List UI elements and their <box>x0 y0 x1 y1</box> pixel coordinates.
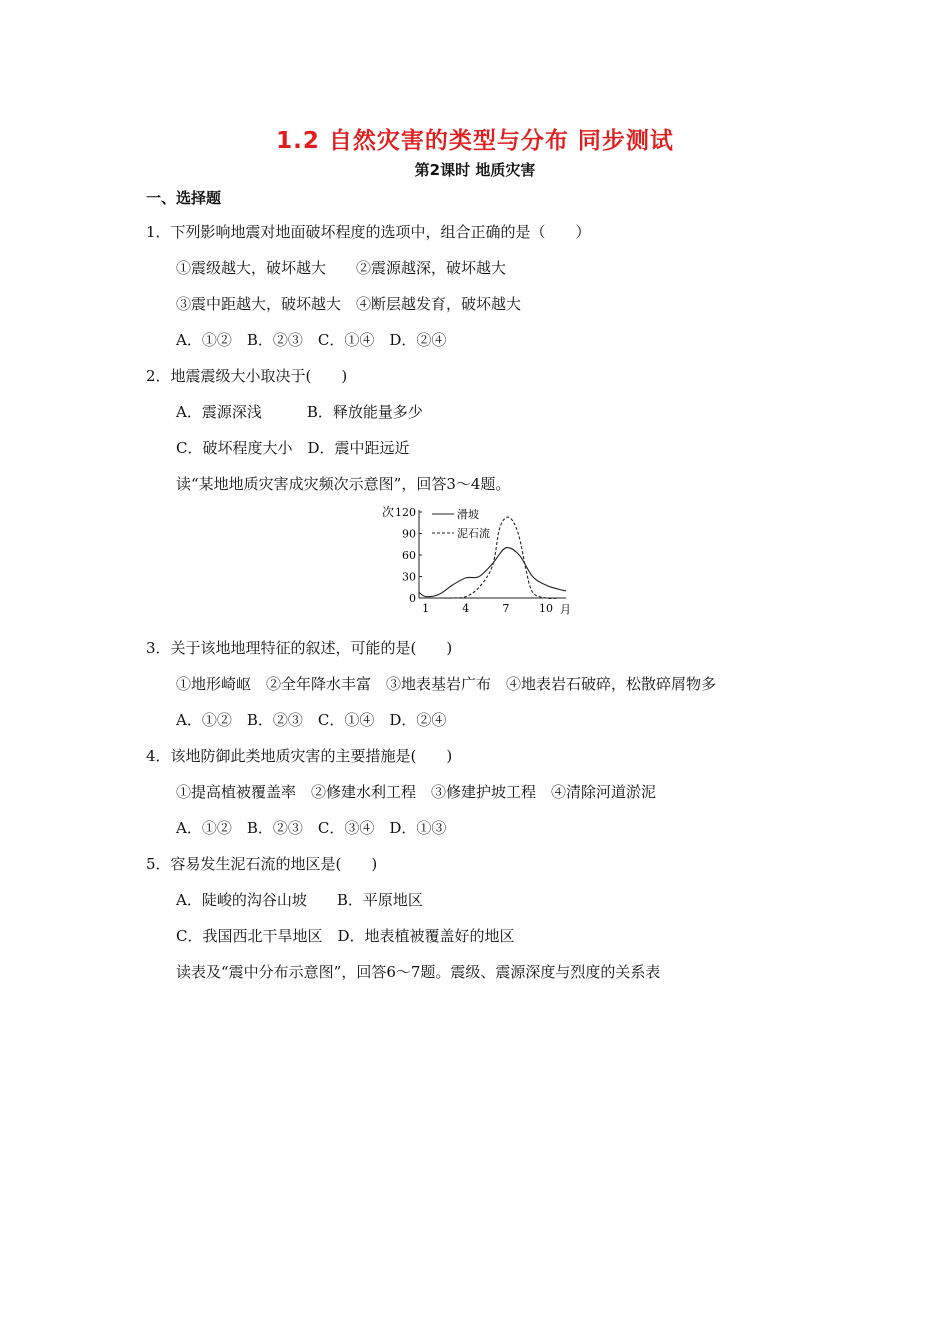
question-4-stem: 4．该地防御此类地质灾害的主要措施是( ) <box>146 747 453 765</box>
legend-label-2: 泥石流 <box>457 527 490 540</box>
question-1-items-a: ①震级越大，破坏越大 ②震源越深，破坏越大 <box>176 259 507 277</box>
question-1-items-b: ③震中距越大，破坏越大 ④断层越发育，破坏越大 <box>176 295 522 313</box>
y-axis-unit: 次 <box>382 505 395 519</box>
question-5-choices-b: C．我国西北干旱地区 D．地表植被覆盖好的地区 <box>176 927 515 945</box>
question-5-stem: 5．容易发生泥石流的地区是( ) <box>146 855 378 873</box>
chart-legend <box>432 507 490 540</box>
x-tick-label: 1 <box>422 602 430 615</box>
question-3-items: ①地形崎岖 ②全年降水丰富 ③地表基岩广布 ④地表岩石破碎，松散碎屑物多 <box>176 675 717 693</box>
y-tick-label: 120 <box>395 506 416 519</box>
question-4-choices: A．①② B．②③ C．③④ D．①③ <box>176 819 447 837</box>
x-axis-unit: 月 <box>560 603 571 616</box>
question-3-4-intro: 读“某地地质灾害成灾频次示意图”，回答3～4题。 <box>176 475 511 493</box>
question-2-choices-a: A．震源深浅 B．释放能量多少 <box>176 403 423 421</box>
question-5-choices-a: A．陡峻的沟谷山坡 B．平原地区 <box>176 891 423 909</box>
x-tick-label: 4 <box>462 602 470 615</box>
legend-label-1: 滑坡 <box>457 508 479 521</box>
chart-series <box>419 517 566 598</box>
question-3-stem: 3．关于该地地理特征的叙述，可能的是( ) <box>146 639 453 657</box>
question-4-items: ①提高植被覆盖率 ②修建水利工程 ③修建护坡工程 ④清除河道淤泥 <box>176 783 657 801</box>
hazard-frequency-chart <box>376 500 576 620</box>
question-2-stem: 2．地震震级大小取决于( ) <box>146 367 348 385</box>
page-title: 1.2 自然灾害的类型与分布 同步测试 <box>276 128 674 154</box>
question-1-choices: A．①② B．②③ C．①④ D．②④ <box>176 331 447 349</box>
page-subtitle: 第2课时 地质灾害 <box>414 161 536 179</box>
question-3-choices: A．①② B．②③ C．①④ D．②④ <box>176 711 447 729</box>
question-2-choices-b: C．破坏程度大小 D．震中距远近 <box>176 439 410 457</box>
x-tick-label: 7 <box>502 602 510 615</box>
y-tick-label: 30 <box>402 570 416 584</box>
section-heading: 一、选择题 <box>146 189 222 207</box>
y-tick-label: 90 <box>402 527 416 541</box>
y-tick-label: 60 <box>402 549 416 562</box>
series-line-1 <box>419 548 566 597</box>
question-1-stem: 1．下列影响地震对地面破坏程度的选项中，组合正确的是（ ） <box>146 223 591 241</box>
x-tick-label: 10 <box>538 602 553 615</box>
y-tick-label: 0 <box>409 592 416 605</box>
question-6-7-intro: 读表及“震中分布示意图”，回答6～7题。震级、震源深度与烈度的关系表 <box>176 963 661 981</box>
